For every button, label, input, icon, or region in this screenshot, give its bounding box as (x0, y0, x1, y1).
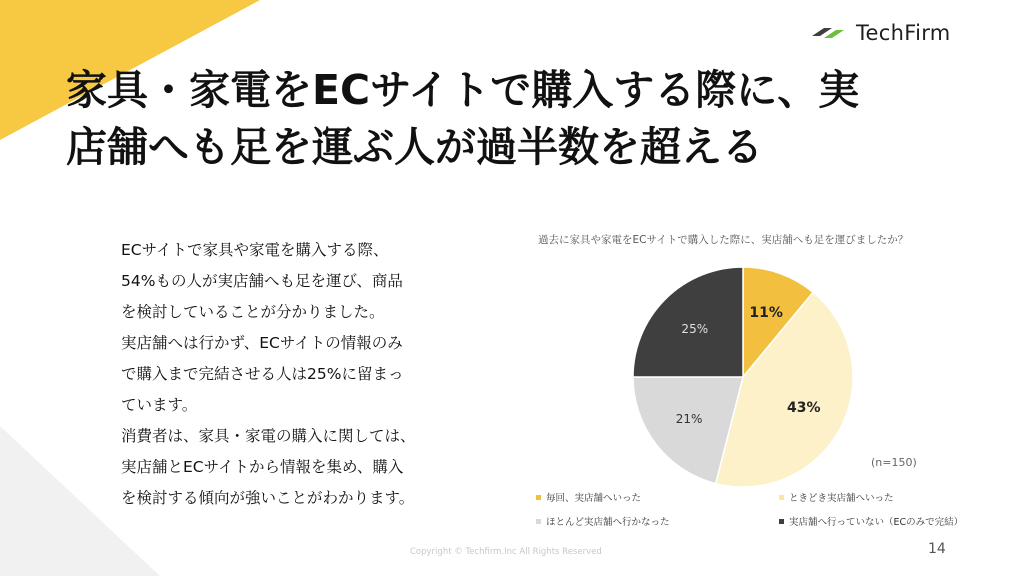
summary-line: 54%もの人が実店舗へも足を運び、商品 (121, 272, 403, 290)
legend-swatch (779, 495, 784, 500)
summary-line: 実店舗へは行かず、ECサイトの情報のみ (121, 334, 403, 352)
summary-line: を検討していることが分かりました。 (121, 303, 385, 321)
legend-swatch (779, 519, 784, 524)
title-line: 店舗へも足を運ぶ人が過半数を超える (66, 123, 763, 171)
pie-slice-label: 43% (787, 399, 821, 416)
summary-line: 消費者は、家具・家電の購入に関しては、 (121, 427, 416, 445)
page-title (66, 62, 966, 176)
summary-line: 実店舗とECサイトから情報を集め、購入 (121, 458, 404, 476)
summary-text (121, 235, 466, 514)
summary-line: ECサイトで家具や家電を購入する際、 (121, 241, 389, 259)
chart-title: 過去に家具や家電をECサイトで購入した際に、実店舗へも足を運びましたか？ (538, 234, 909, 246)
pie-chart (630, 264, 856, 490)
techfirm-logo-icon (810, 22, 848, 44)
legend-swatch (536, 519, 541, 524)
legend-swatch (536, 495, 541, 500)
legend-item (779, 514, 963, 528)
page-number: 14 (928, 541, 946, 557)
title-line: 家具・家電をECサイトで購入する際に、実 (66, 66, 860, 114)
legend-label: ときどき実店舗へいった (789, 493, 894, 504)
summary-line: で購入まで完結させる人は25%に留まっ (121, 365, 404, 383)
legend-label: ほとんど実店舗へ行かなった (546, 517, 670, 528)
legend-label: 毎回、実店舗へいった (546, 493, 642, 504)
legend-item (536, 490, 641, 504)
pie-slice-label: 25% (681, 321, 709, 336)
legend-item (536, 514, 670, 528)
sample-size-note: (n=150) (871, 456, 917, 469)
copyright-text: Copyright © Techfirm.Inc All Rights Reserved (410, 547, 602, 557)
legend-item (779, 490, 894, 504)
brand-logo (810, 18, 951, 48)
pie-slice-label: 21% (675, 411, 703, 426)
legend-label: 実店舗へ行っていない（ECのみで完結） (789, 517, 964, 528)
pie-slice-label: 11% (749, 304, 783, 321)
summary-line: ています。 (121, 396, 198, 414)
brand-name: TechFirm (856, 21, 951, 45)
summary-line: を検討する傾向が強いことがわかります。 (121, 489, 415, 507)
